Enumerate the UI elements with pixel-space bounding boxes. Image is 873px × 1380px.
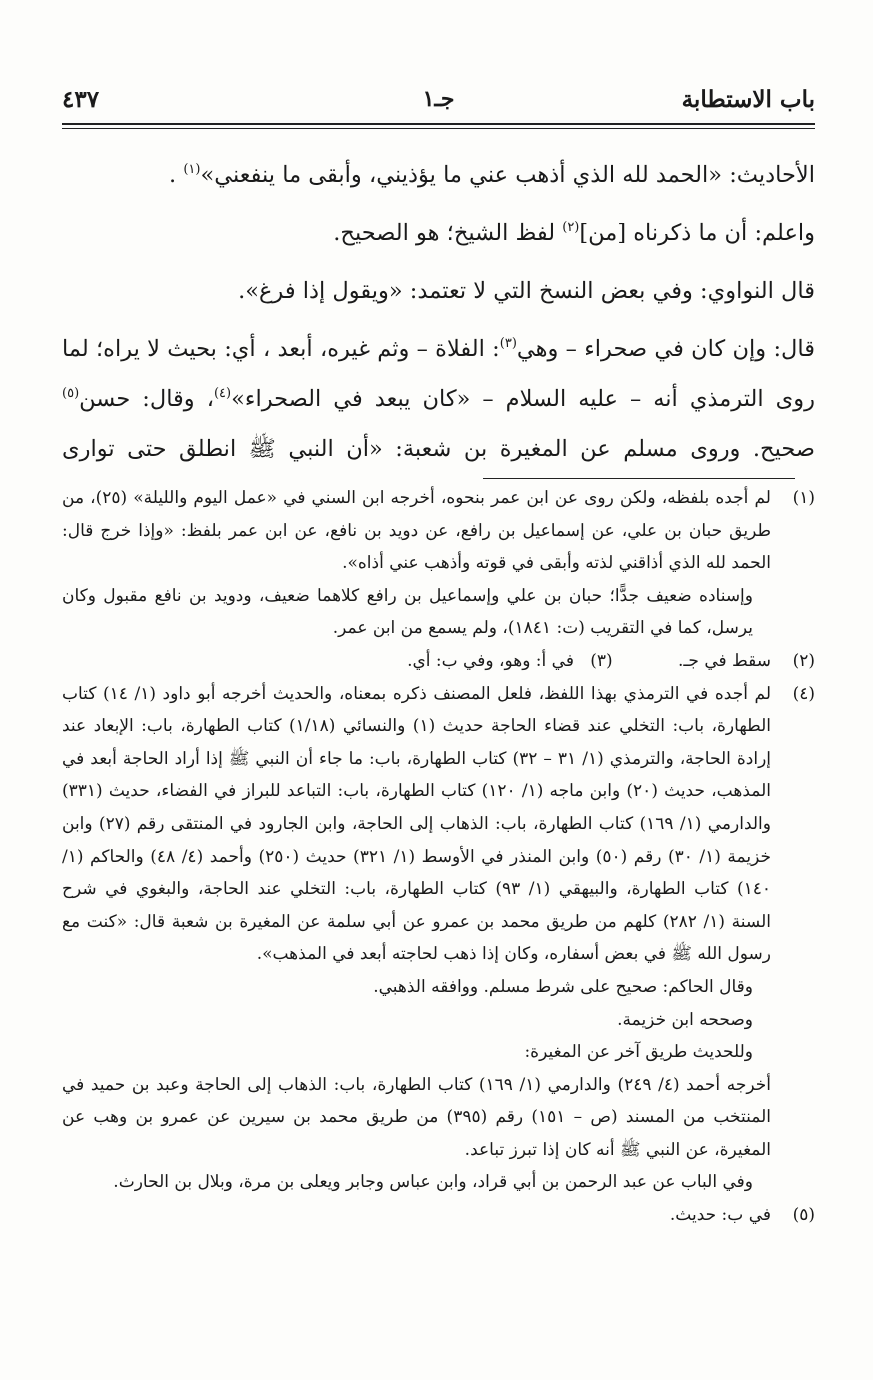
footnote-ref-5: (٥)	[62, 386, 80, 401]
footnote-text: وإسناده ضعيف جدًّا؛ حبان بن علي وإسماعيل بن رافع كلاهما ضعيف، ودويد بن نافع مقبول وكان يرسل، كما في التقريب (ت: ١٨٤١)، ولم يسمع من ابن عمر.	[62, 585, 753, 639]
footnote-3	[407, 645, 613, 678]
footnote-text: أخرجه أحمد (٤/ ٢٤٩) والدارمي (١/ ١٦٩) كتاب الطهارة، باب: الذهاب إلى الحاجة وعبد بن حميد في المنتخب من المسند (ص – ١٥١) رقم (٣٩٥) من طريق محمد بن سيرين عن عمرو بن وهب عن المغيرة، عن النبي ﷺ أنه كان إذا تبرز تباعد.	[62, 1074, 771, 1160]
header-rule-thick	[62, 123, 815, 125]
footnotes	[62, 482, 815, 1232]
paragraph-hadith: الأحاديث: «الحمد لله الذي أذهب عني ما يؤذيني، وأبقى ما ينفعني»$^{(١)}$ .	[169, 162, 815, 188]
footnote-4	[62, 678, 815, 1200]
footnote-number: (٤)	[792, 683, 815, 704]
footnote-text: لم أجده في الترمذي بهذا اللفظ، فلعل المصنف ذكره بمعناه، والحديث أخرجه أبو داود (١/ ١٤) كتاب الطهارة، باب: التخلي عند قضاء الحاجة حديث (١) والنسائي (١/١٨) كتاب الطهارة، باب: الإبعاد عند إرادة الحاجة، والترمذي (١/ ٣١ – ٣٢) كتاب الطهارة، باب: ما جاء أن النبي ﷺ إذا أراد الحاجة أبعد في المذهب، حديث (٢٠) وابن ماجه (١/ ١٢٠) كتاب الطهارة، باب: التباعد للبراز في الفضاء، حديث (٣٣١) والدارمي (١/ ١٦٩) كتاب الطهارة، باب: الذهاب إلى الحاجة، وابن الجارود في المنتقى رقم (٢٧) وابن خزيمة (١/ ٣٠) رقم (٥٠) وابن المنذر في الأوسط (١/ ٣٢١) حديث (٢٥٠) وأحمد (٤/ ٤٨) والحاكم (١/ ١٤٠) كتاب الطهارة، والبيهقي (١/ ٩٣) كتاب الطهارة، باب: التخلي عند الحاجة، والبغوي في شرح السنة (١/ ٢٨٢) كلهم من طريق محمد بن عمرو عن أبي سلمة عن المغيرة بن شعبة قال: «كنت مع رسول الله ﷺ في بعض أسفاره، وكان إذا ذهب لحاجته أبعد في المذهب».	[62, 683, 771, 965]
footnote-number: (١)	[792, 488, 815, 508]
footnote-1	[62, 482, 815, 645]
footnote-text: سقط في جـ. (٣) في أ: وهو، وفي ب: أي.	[62, 645, 771, 678]
footnote-2	[62, 645, 815, 678]
paragraph-sahra: قال: وإن كان في صحراء – وهي$^{(٣)}$: الفلاة – وثم غيره، أبعد ، أي: بحيث لا يراه؛ لما روى الترمذي أنه – عليه السلام – «كان يبعد في الصحراء»$^{(٤)}$، وقال: حسن$^{(٥)}$ صحيح. وروى مسلم عن المغيرة بن شعبة: «أن النبي ﷺ انطلق حتى توارى	[62, 336, 815, 462]
footnote-text: وللحديث طريق آخر عن المغيرة:	[524, 1042, 753, 1063]
footnote-number: (٣)	[590, 650, 613, 671]
footnote-text: لم أجده بلفظه، ولكن روى عن ابن عمر بنحوه، أخرجه ابن السني في «عمل اليوم والليلة» (٢٥)، من طريق حبان بن علي، عن إسماعيل بن رافع، عن دويد بن نافع، عن ابن عمر بلفظ: «وإذا خرج قال: الحمد لله الذي أذاقني لذته وأبقى في قوته وأذهب عني أذاه».	[62, 488, 771, 574]
footnote-number: (٢)	[792, 650, 815, 671]
footnote-text: في ب: حديث.	[669, 1205, 771, 1226]
footnote-5	[62, 1199, 815, 1232]
footnote-separator	[483, 478, 795, 479]
page-number: ٤٣٧	[62, 86, 100, 113]
footnote-number: (٥)	[792, 1205, 815, 1226]
paragraph-nawawi: قال النواوي: وفي بعض النسخ التي لا تعتمد: «ويقول إذا فرغ».	[238, 278, 815, 304]
main-text	[62, 150, 815, 474]
footnote-text: وقال الحاكم: صحيح على شرط مسلم. ووافقه الذهبي.	[373, 976, 753, 997]
footnote-ref-1: (١)	[183, 162, 201, 177]
running-header	[62, 86, 815, 126]
footnote-text: وفي الباب عن عبد الرحمن بن أبي قراد، وابن عباس وجابر ويعلى بن مرة، وبلال بن الحارث.	[113, 1172, 753, 1193]
footnote-text: وصححه ابن خزيمة.	[617, 1009, 753, 1030]
paragraph-note: واعلم: أن ما ذكرناه [من]$^{(٢)}$ لفظ الشيخ؛ هو الصحيح.	[333, 220, 815, 246]
volume-label: جـ١	[422, 86, 455, 112]
footnote-ref-4: (٤)	[213, 386, 232, 401]
footnote-ref-3: (٣)	[499, 336, 517, 351]
footnote-ref-2: (٢)	[562, 220, 580, 235]
footnote-text: في أ: وهو، وفي ب: أي.	[407, 650, 574, 671]
header-rule-thin	[62, 128, 815, 129]
chapter-title: باب الاستطابة	[681, 86, 815, 113]
